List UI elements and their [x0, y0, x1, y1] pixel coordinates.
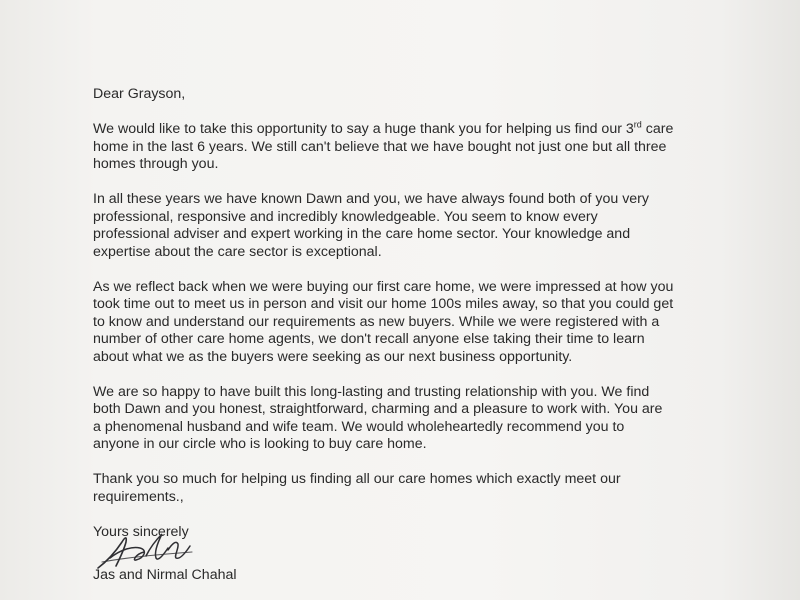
paragraph-line: requirements.,	[93, 488, 184, 505]
salutation: Dear Grayson,	[93, 86, 186, 102]
letterhead-remnant	[352, 0, 422, 6]
paragraph-line: professional adviser and expert working in the care home sector. Your knowledge and	[93, 226, 631, 242]
paragraph-thanks	[93, 121, 693, 174]
paragraph-line: expertise about the care sector is exceptional.	[93, 243, 382, 260]
paragraph-line: homes through you.	[93, 156, 219, 172]
spacer	[93, 261, 693, 279]
spacer	[93, 506, 693, 524]
paragraph-line: a phenomenal husband and wife team. We would wholeheartedly recommend you to	[93, 418, 625, 435]
letter-body	[93, 86, 693, 541]
paragraph-reflection	[93, 279, 693, 367]
paragraph-line: professional, responsive and incredibly knowledgeable. You seem to know every	[93, 208, 598, 225]
spacer	[93, 104, 693, 122]
closing: Yours sincerely	[93, 523, 189, 540]
text-run: care	[641, 121, 674, 137]
paragraph-relationship	[93, 384, 693, 454]
signatory-name: Jas and Nirmal Chahal	[93, 567, 237, 583]
paragraph-line: both Dawn and you honest, straightforward, charming and a pleasure to work with. You are	[93, 401, 663, 417]
paragraph-line: about what we as the buyers were seeking as our next business opportunity.	[93, 348, 573, 365]
spacer	[93, 454, 693, 472]
paragraph-line: In all these years we have known Dawn and you, we have always found both of you very	[93, 191, 650, 207]
paragraph-line: We are so happy to have built this long-lasting and trusting relationship with you. We find	[93, 383, 650, 400]
paragraph-professionalism	[93, 191, 693, 261]
paragraph-line: Thank you so much for helping us finding all our care homes which exactly meet our	[93, 471, 621, 487]
spacer	[93, 174, 693, 192]
paragraph-line: home in the last 6 years. We still can't believe that we have bought not just one but all three	[93, 138, 667, 155]
ordinal-suffix: rd	[633, 119, 642, 130]
paragraph-closing-thanks	[93, 471, 693, 506]
paragraph-line: number of other care home agents, we don't recall anyone else taking their time to learn	[93, 331, 645, 347]
spacer	[93, 366, 693, 384]
text-run: We would like to take this opportunity to say a huge thank you for helping us find our 3	[93, 121, 634, 137]
paragraph-line: to know and understand our requirements as new buyers. While we were registered with a	[93, 313, 660, 330]
paragraph-line: took time out to meet us in person and visit our home 100s miles away, so that you could get	[93, 296, 674, 312]
handwritten-signature	[92, 528, 202, 570]
paragraph-line: As we reflect back when we were buying our first care home, we were impressed at how you	[93, 278, 674, 295]
paragraph-line	[93, 121, 693, 139]
paragraph-line: anyone in our circle who is looking to buy care home.	[93, 436, 427, 452]
